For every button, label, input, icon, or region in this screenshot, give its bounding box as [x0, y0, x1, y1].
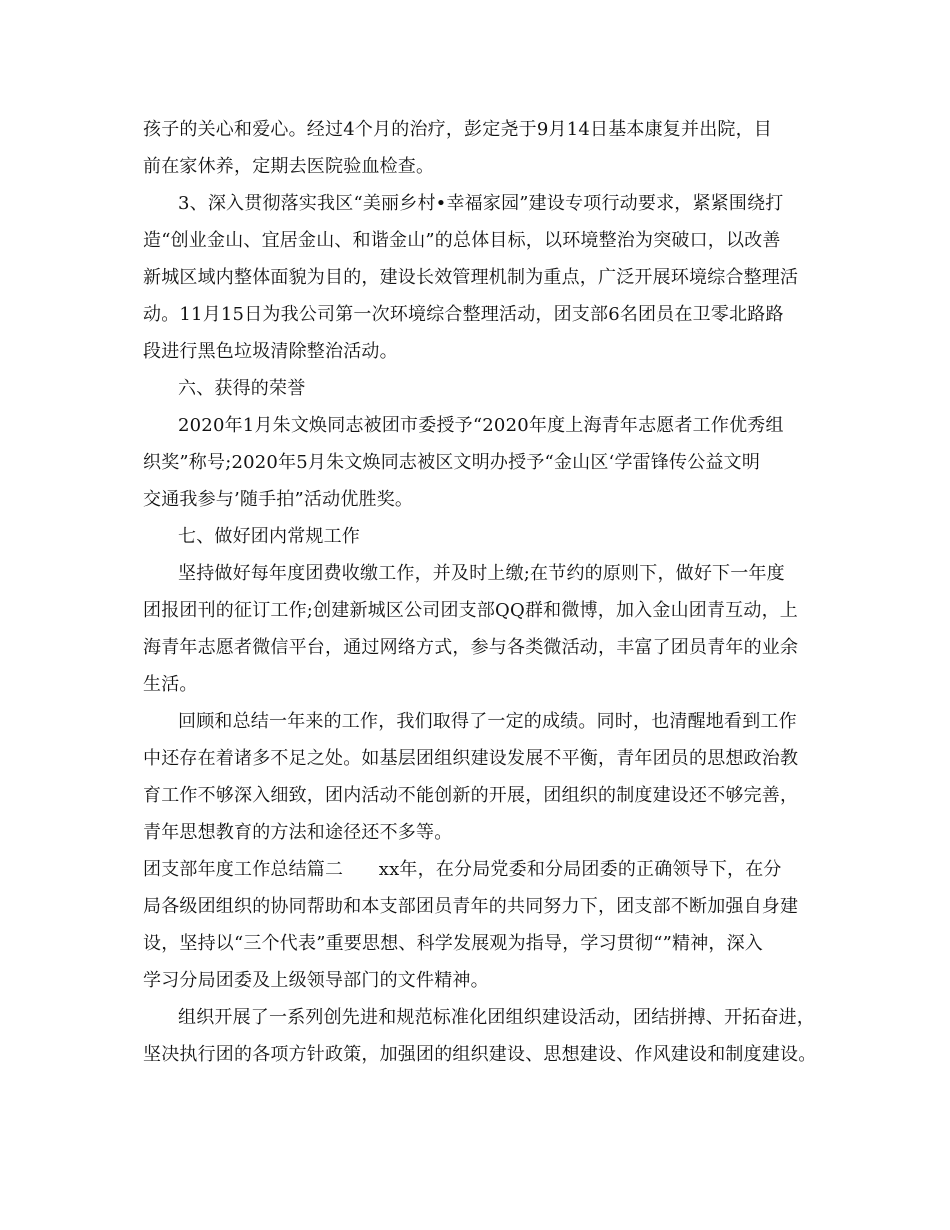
text-line: 回顾和总结一年来的工作，我们取得了一定的成绩。同时，也清醒地看到工作: [178, 711, 797, 732]
section-title-line: 团支部年度工作总结篇二 xx年，在分局党委和分局团委的正确领导下，在分: [143, 859, 782, 880]
text-line: 2020年1月朱文焕同志被团市委授予“2020年度上海青年志愿者工作优秀组: [178, 415, 784, 436]
text-line: 前在家休养，定期去医院验血检查。: [143, 156, 435, 177]
text-line: 织奖”称号;2020年5月朱文焕同志被区文明办授予“金山区‘学雷锋传公益文明: [143, 452, 761, 473]
text-line: 设，坚持以“三个代表”重要思想、科学发展观为指导，学习贯彻“”精神，深入: [143, 933, 764, 954]
text-line: 孩子的关心和爱心。经过4个月的治疗，彭定尧于9月14日基本康复并出院，目: [143, 119, 773, 140]
text-line: 学习分局团委及上级领导部门的文件精神。: [143, 970, 489, 991]
text-line: 段进行黑色垃圾清除整治活动。: [143, 341, 398, 362]
text-line: 坚持做好每年度团费收缴工作，并及时上缴;在节约的原则下，做好下一年度: [178, 563, 785, 584]
text-line: 3、深入贯彻落实我区“美丽乡村•幸福家园”建设专项行动要求，紧紧围绕打: [178, 193, 784, 214]
text-line: 动。11月15日为我公司第一次环境综合整理活动，团支部6名团员在卫零北路路: [143, 304, 784, 325]
text-line: 造“创业金山、宜居金山、和谐金山”的总体目标，以环境整治为突破口，以改善: [143, 230, 781, 251]
text-line: 青年思想教育的方法和途径还不多等。: [143, 822, 453, 843]
text-line: 中还存在着诸多不足之处。如基层团组织建设发展不平衡，青年团员的思想政治教: [143, 748, 799, 769]
text-line: 坚决执行团的各项方针政策，加强团的组织建设、思想建设、作风建设和制度建设。: [143, 1044, 817, 1065]
text-line: 育工作不够深入细致，团内活动不能创新的开展，团组织的制度建设还不够完善，: [143, 785, 799, 806]
text-line: 局各级团组织的协同帮助和本支部团员青年的共同努力下，团支部不断加强自身建: [143, 896, 799, 917]
text-line: 新城区域内整体面貌为目的，建设长效管理机制为重点，广泛开展环境综合整理活: [143, 267, 799, 288]
section-heading: 七、做好团内常规工作: [178, 526, 360, 547]
text-line: 海青年志愿者微信平台，通过网络方式，参与各类微活动，丰富了团员青年的业余: [143, 637, 799, 658]
text-line: 生活。: [143, 674, 198, 695]
text-line: 团报团刊的征订工作;创建新城区公司团支部QQ群和微博，加入金山团青互动，上: [143, 600, 798, 621]
text-line: 组织开展了一系列创先进和规范标准化团组织建设活动，团结拼搏、开拓奋进，: [178, 1007, 815, 1028]
section-heading: 六、获得的荣誉: [178, 378, 306, 399]
text-line: 交通我参与’随手拍”活动优胜奖。: [143, 489, 414, 510]
